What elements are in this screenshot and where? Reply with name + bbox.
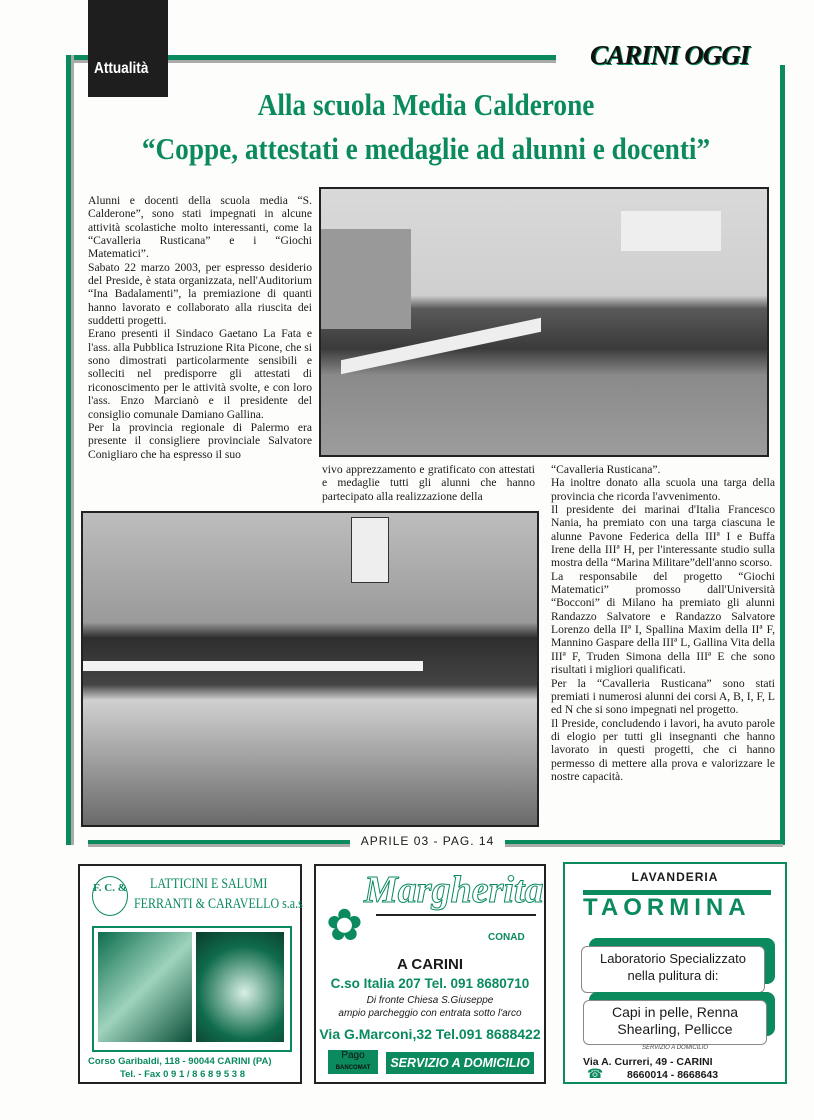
ad-addr2: Via G.Marconi,32 Tel.091 8688422 — [319, 1026, 541, 1042]
headline-line2: “Coppe, attestati e medaglie ad alunni e docenti” — [141, 131, 711, 166]
ad-phones: 8660014 - 8668643 — [627, 1069, 719, 1081]
pago-label: Pago — [341, 1050, 365, 1061]
ad-phone: Tel. - Fax 0 9 1 / 8 6 8 9 5 3 8 — [120, 1069, 245, 1080]
ad-line2: FERRANTI & CARAVELLO s.a.s — [134, 896, 303, 912]
paragraph: Erano presenti il Sindaco Gaetano La Fata e l'ass. alla Pubblica Istruzione Rita Picone, che si sono dimostrati particolarmente sensibili e solleciti nel predisporre gli attestati di riconoscimento per le attività svolte, e con loro l'ass. Enzo Marcianò e il presidente del consiglio comunale Damiano Gallina. — [88, 327, 312, 421]
ad-note1: Di fronte Chiesa S.Giuseppe — [366, 995, 494, 1006]
frame-left-line — [66, 55, 71, 845]
paragraph: vivo apprezzamento e gratificato con attestati e medaglie tutti gli alunni che hanno partecipato alla realizzazione della — [322, 463, 535, 503]
paragraph: Sabato 22 marzo 2003, per espresso desiderio del Preside, è stata organizzata, nell'Auditorium “Ina Badalamenti”, la premiazione di quanti hanno lavorato e collaborato alla riuscita dei suddetti progetti. — [88, 260, 312, 328]
ad-note2: ampio parcheggio con entrata sotto l'arco — [338, 1008, 522, 1019]
article-column-3 — [551, 463, 775, 783]
award-table-photo — [81, 511, 539, 827]
service-box-2 — [583, 1000, 767, 1045]
paragraph: Per la “Cavalleria Rusticana” sono stati premiati i numerosi alunni dei corsi A, B, I, F, L ed N che si sono impegnati nel progetto. — [551, 676, 775, 717]
box2-line2: Shearling, Pellicce — [617, 1021, 733, 1037]
products-photo — [92, 926, 292, 1052]
page-label: APRILE 03 - PAG. 14 — [360, 834, 495, 848]
fc-logo: F. C. & — [92, 876, 128, 916]
paragraph: Il Preside, concludendo i lavori, ha avuto parole di elogio per tutti gli insegnanti che hanno lavorato in questi progetti, che ci hanno permesso di mettere alla prova e valorizzare le nostre capacità. — [551, 716, 775, 783]
ad-line1: LATTICINI E SALUMI — [150, 876, 268, 892]
telephone-icon: ☎ — [587, 1066, 604, 1081]
box1-line2: nella pulitura di: — [627, 968, 719, 983]
ad-lavanderia-taormina — [563, 862, 787, 1084]
ad-delivery: SERVIZIO A DOMICILIO — [641, 1045, 709, 1051]
headline-line1: Alla scuola Media Calderone — [257, 87, 595, 122]
frame-bottom-line-right — [505, 840, 783, 844]
article-column-2 — [322, 463, 535, 503]
paragraph: Ha inoltre donato alla scuola una targa della provincia che ricorda l'avvenimento. — [551, 476, 775, 503]
paragraph: Alunni e docenti della scuola media “S. Calderone”, sono stati impegnati in alcune attività scolastiche molto interessanti, come la “Cavalleria Rusticana” e i “Giochi Matematici”. — [88, 194, 312, 261]
conad-logo: CONAD — [488, 932, 525, 943]
pagobancomat-logo — [328, 1050, 378, 1074]
ad-address: Via A. Curreri, 49 - CARINI — [583, 1056, 713, 1068]
article-column-1 — [88, 194, 312, 461]
ad-ferranti-caravello — [78, 864, 302, 1084]
ad-addr1: C.so Italia 207 Tel. 091 8680710 — [330, 976, 530, 991]
section-tab-label: Attualità — [94, 60, 149, 77]
bancomat-label: BANCOMAT — [335, 1065, 371, 1071]
delivery-banner: SERVIZIO A DOMICILIO — [386, 1052, 534, 1074]
section-tab — [88, 0, 168, 97]
ad-margherita-conad — [314, 864, 546, 1084]
paragraph: La responsabile del progetto “Giochi Matematici” promosso dall'Università “Bocconi” di Milano ha premiato gli alunni Randazzo Salvatore e Randazzo Salvatore Lorenzo della IIª I, Spallina Maxim della IIª F, Mannino Gaspare della IIIª L, Gallina Vita della IIIª F, Truden Simona della IIIª E che sono risultati i migliori qualificati. — [551, 569, 775, 677]
ad-top: LAVANDERIA — [631, 870, 719, 884]
paragraph: Per la provincia regionale di Palermo era presente il consigliere provinciale Salvatore Conigliaro che ha espresso il suo — [88, 420, 312, 461]
masthead-logo: CARINI OGGI — [590, 40, 750, 70]
margherita-brand: Margherita — [364, 869, 544, 911]
service-box-1 — [581, 946, 765, 993]
box2-line1: Capi in pelle, Renna — [611, 1004, 739, 1020]
paragraph: Il presidente dei marinai d'Italia Francesco Nania, ha premiato con una targa ciascuna le alunne Pavone Federica della IIIª I e Buffa Irene della IIIª H, per l'interessante studio sulla mostra della “Marina Militare”dell'anno scorso. — [551, 503, 775, 570]
auditorium-photo — [319, 187, 769, 457]
ad-address: Corso Garibaldi, 118 - 90044 CARINI (PA) — [88, 1056, 272, 1067]
paragraph: “Cavalleria Rusticana”. — [551, 463, 661, 476]
ad-city: A CARINI — [396, 956, 464, 973]
daisy-icon: ✿ — [326, 901, 363, 950]
box1-line1: Laboratorio Specializzato — [600, 951, 746, 966]
frame-bottom-line-left — [88, 840, 350, 844]
taormina-name: TAORMINA — [583, 894, 751, 921]
frame-right-line — [780, 65, 785, 845]
